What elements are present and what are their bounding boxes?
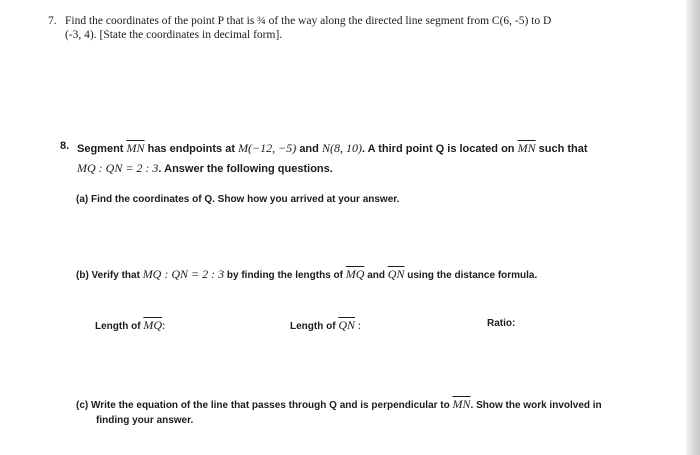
question-number: 7. [48,15,57,27]
question-text: Segment [77,143,124,155]
segment-mn: $\overline{MN}$ [452,397,471,411]
part-c-text: finding your answer. [96,415,194,426]
question-text: . A third point Q is located on [361,143,515,155]
label-colon: : [357,318,362,332]
question-text: such that [538,143,588,155]
segment-mn: $\overline{MN}$ [126,141,145,155]
part-b-text: (b) Verify that [76,270,140,281]
question-number: 8. [60,140,70,152]
segment-qn: $\overline{QN}$ [338,318,355,332]
part-c-text: . Show the work involved in [470,400,602,411]
question-8-line-1 [77,139,650,159]
segment-mn: $\overline{MN}$ [517,141,536,155]
page-edge-shadow [686,0,700,455]
part-b-text: by finding the lengths of [226,270,343,281]
part-b-text: and [367,270,386,281]
part-a: (a) Find the coordinates of Q. Show how you arrived at your answer. [76,194,400,205]
length-mq-label [95,318,165,333]
label-colon: : [162,318,166,332]
question-text: and [299,143,319,155]
question-8 [60,139,650,179]
segment-qn: $\overline{QN}$ [387,267,405,281]
question-7-line-2: (-3, 4). [State the coordinates in decimal form]. [65,29,283,41]
part-c [76,397,656,428]
segment-mq: $\overline{MQ}$ [345,267,365,281]
label-text: Length of [290,321,336,332]
ratio-label: Ratio: [487,318,516,329]
segment-mq: $\overline{MQ}$ [143,318,162,332]
label-text: Length of [95,321,141,332]
point-m: M(−12, −5) [238,141,297,155]
ratio-expression: MQ : QN = 2 : 3 [142,267,225,281]
point-n: N(8, 10) [321,141,362,155]
question-8-line-2 [77,159,650,179]
ratio-expression: MQ : QN = 2 : 3 [77,161,159,175]
part-b [76,267,537,283]
length-qn-label [290,318,361,333]
question-text: has endpoints at [147,143,235,155]
part-c-text: (c) Write the equation of the line that passes through Q and is perpendicular to [76,400,450,411]
part-b-text: using the distance formula. [407,270,538,281]
question-text: . Answer the following questions. [158,163,333,175]
question-7 [48,14,648,42]
question-7-line-1: Find the coordinates of the point P that is ¾ of the way along the directed line segment from C(6, -5) to D [65,15,552,27]
